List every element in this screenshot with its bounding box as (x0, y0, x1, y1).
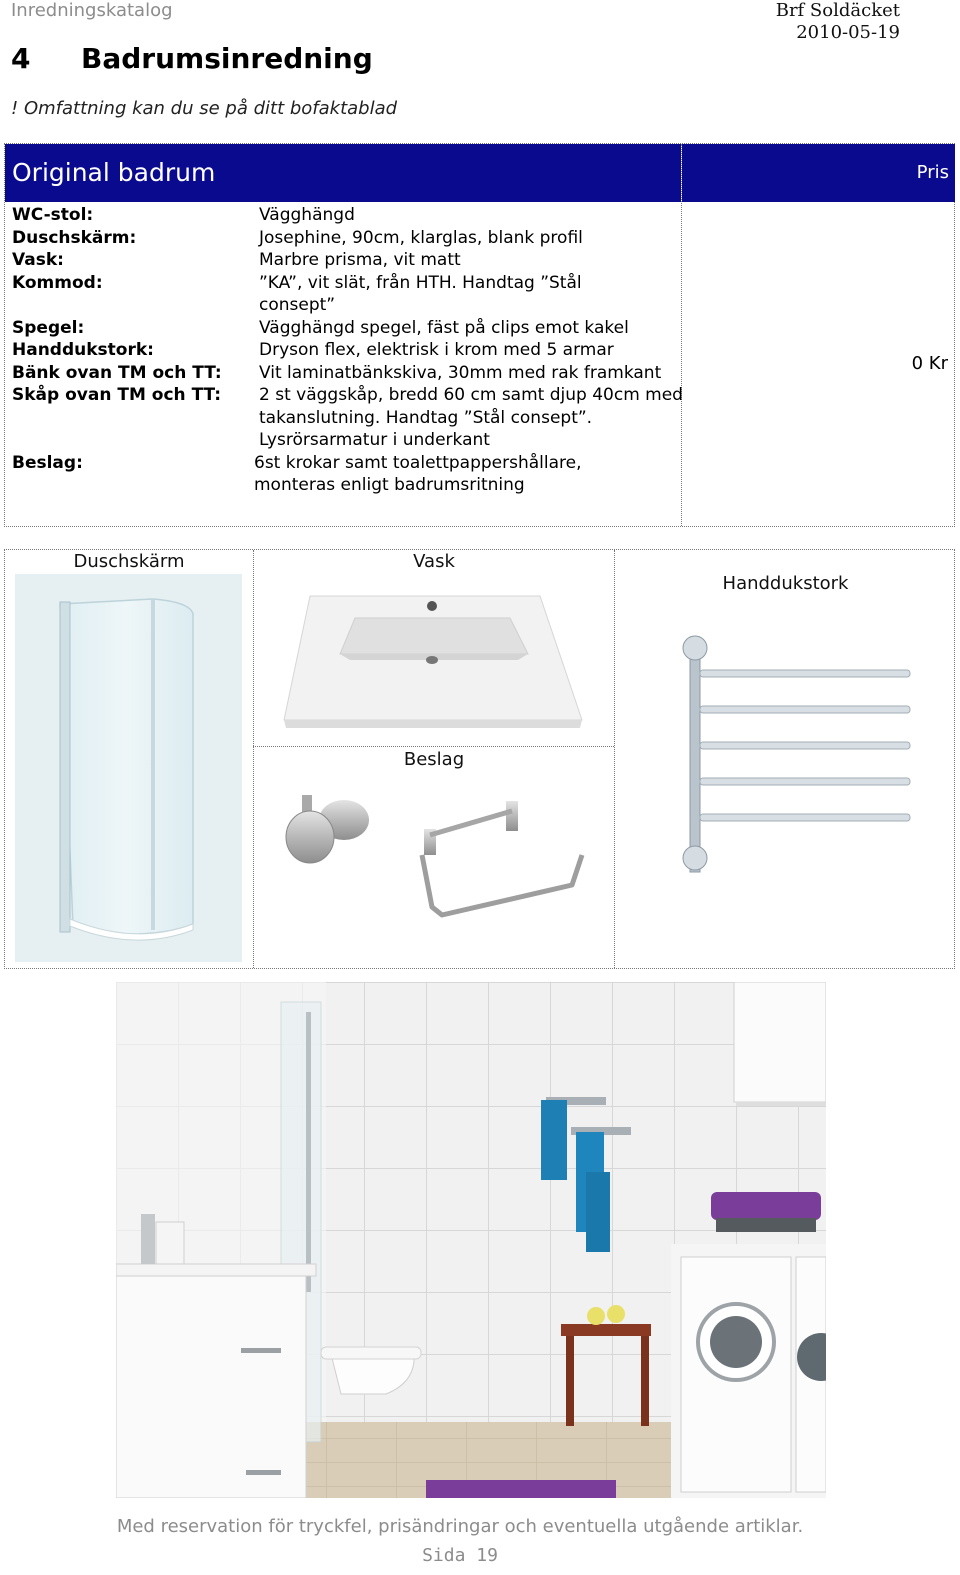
footer-disclaimer: Med reservation för tryckfel, prisändringar och eventuella utgående artiklar. (116, 1516, 804, 1537)
scope-note: ! Omfattning kan du se på ditt bofaktablad (11, 98, 398, 119)
spec-value: Vägghängd spegel, fäst på clips emot kakel (259, 317, 629, 338)
spec-label: Beslag: (12, 452, 83, 473)
spec-label: Skåp ovan TM och TT: (12, 385, 222, 405)
page-number: Sida 19 (422, 1545, 498, 1566)
spec-value: monteras enligt badrumsritning (254, 475, 525, 495)
product-image-grid (4, 549, 955, 969)
sink-label: Vask (413, 551, 455, 572)
sink-image (280, 588, 586, 733)
document-date: 2010-05-19 (796, 22, 900, 43)
towel-warmer-image (670, 628, 915, 883)
price-value: 0 Kr (911, 353, 948, 374)
section-number: 4 (11, 42, 31, 75)
spec-value: consept” (259, 295, 336, 315)
spec-table (4, 143, 955, 527)
spec-label: Duschskärm: (12, 227, 137, 248)
towel-warmer-cell (615, 550, 956, 968)
spec-table-title: Original badrum (5, 144, 681, 202)
spec-value: Josephine, 90cm, klarglas, blank profil (259, 227, 583, 248)
towel-warmer-label: Handdukstork (722, 573, 849, 594)
spec-value: Vit laminatbänkskiva, 30mm med rak framkant (259, 362, 662, 383)
document-meta (776, 0, 900, 44)
spec-label: Spegel: (12, 317, 85, 338)
fittings-cell (254, 747, 614, 968)
shower-screen-image (15, 574, 242, 962)
spec-label: Vask: (12, 250, 64, 270)
spec-value: Marbre prisma, vit matt (259, 250, 461, 270)
spec-value: takanslutning. Handtag ”Stål consept”. (259, 407, 593, 428)
spec-value: Lysrörsarmatur i underkant (259, 430, 490, 450)
spec-label: Handdukstork: (12, 340, 154, 360)
section-title: Badrumsinredning (81, 42, 373, 75)
spec-value: Vägghängd (259, 205, 355, 225)
association-name: Brf Soldäcket (775, 0, 900, 21)
sink-cell (254, 550, 614, 746)
spec-value: Dryson flex, elektrisk i krom med 5 armar (259, 340, 614, 360)
spec-label: Bänk ovan TM och TT: (12, 362, 222, 383)
section-heading (11, 42, 373, 75)
fittings-label: Beslag (403, 749, 465, 770)
hook-icon (286, 795, 369, 863)
shower-screen-label: Duschskärm (73, 551, 185, 572)
fittings-image (282, 785, 602, 935)
spec-value: 6st krokar samt toalettpappershållare, (254, 452, 582, 473)
shower-screen-cell (5, 550, 253, 968)
paper-holder-icon (422, 801, 582, 915)
spec-label: Kommod: (12, 272, 103, 293)
bathroom-photo (116, 982, 826, 1498)
spec-value: 2 st väggskåp, bredd 60 cm samt djup 40cm med (259, 385, 683, 405)
spec-label: WC-stol: (12, 205, 94, 225)
price-column-header: Pris (682, 144, 955, 202)
spec-value: ”KA”, vit slät, från HTH. Handtag ”Stål (259, 272, 582, 293)
catalog-name: Inredningskatalog (11, 0, 173, 21)
column-divider (681, 144, 682, 526)
